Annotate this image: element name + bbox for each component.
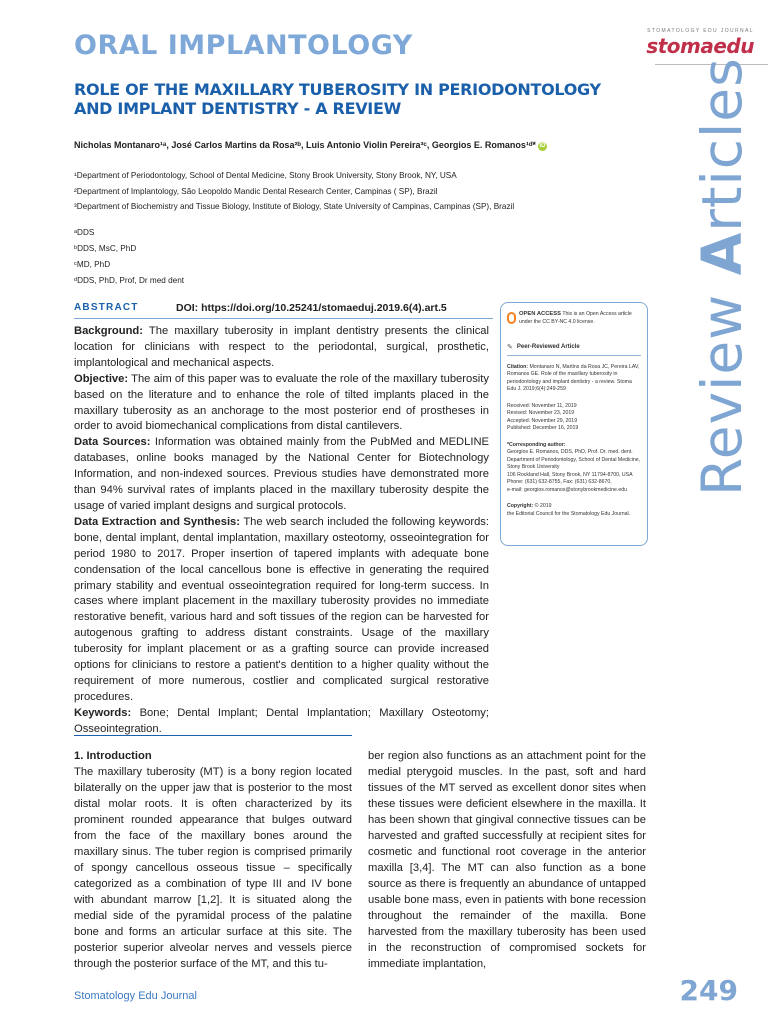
section-title: ORAL IMPLANTOLOGY [74, 30, 413, 61]
intro-divider [74, 735, 352, 736]
vertical-label-part1: Review [690, 275, 754, 496]
degree-item: ᵇDDS, MsC, PhD [74, 244, 137, 253]
open-access-text [519, 311, 641, 326]
corresponding-line: Phone: (631) 632-8755, Fax: (631) 632-8670, [507, 479, 612, 485]
citation-text: Montanaro N, Martins da Rosa JC, Pereira LAV, Romanos GE. Role of the maxillary tuberosity in periodontology and implant dentistry - a review. Stoma Edu J. 2019;6(4):249-259 [507, 363, 640, 392]
corresponding-email[interactable]: e-mail: georgios.romanos@stonybrookmedicine.edu [507, 486, 628, 493]
orcid-icon[interactable]: iD [539, 143, 546, 149]
open-access-icon [507, 312, 516, 324]
affiliation-item: ²Department of Implantology, São Leopoldo Mandic Dental Research Center, Campinas ( SP), Brazil [74, 186, 438, 196]
abstract-heading: Objective: [74, 372, 129, 385]
article-info-box [500, 302, 648, 546]
degree-item: ᶜMD, PhD [74, 260, 111, 269]
copyright-year: © 2019 [533, 503, 552, 509]
abstract-text: The aim of this paper was to evaluate the role of the maxillary tuberosity based on the literature and to enhance the role of tilted implants placed in the maxillary tuberosity as an anchorage to the most posterior end of prostheses in order to avoid biomechanical complications from distal cantilevers. [74, 372, 489, 433]
corresponding-line: 106 Rockland Hall, Stony Brook, NY 11794-8700, USA [507, 471, 633, 478]
abstract-heading: Background: [74, 325, 143, 337]
peer-reviewed-badge [507, 344, 641, 352]
body-column-left [74, 748, 352, 972]
authors-text: Nicholas Montanaro¹ᵃ, José Carlos Martins da Rosa²ᵇ, Luis Antonio Violin Pereira³ᶜ, Georgios E. Romanos¹ᵈ* [74, 140, 536, 150]
affiliation-item: ³Department of Biochemistry and Tissue Biology, Institute of Biology, State University of Campinas, Campinas (SP), Brazil [74, 202, 515, 211]
copyright-label: Copyright: [507, 503, 534, 509]
affiliations [74, 168, 594, 215]
intro-heading: 1. Introduction [74, 750, 152, 762]
corresponding-line: Stony Brook University [507, 464, 560, 470]
abstract-heading: Keywords: [74, 706, 132, 719]
open-access-desc: This is an Open Access article under the CC BY-NC 4.0 license. [519, 311, 632, 325]
brand-tagline: STOMATOLOGY EDU JOURNAL [647, 28, 754, 34]
body-paragraph: ber region also functions as an attachment point for the medial pterygoid muscles. In the past, soft and hard tissues of the MT served as excellent donor sites when these tissues were deficient elsewhere in the maxilla. It has been shown that gingival connective tissues can be harvested and grafted successfully at recipient sites for cosmetic and functional root coverage in the anterior maxilla [3,4]. The MT can also function as a bone source as there is frequently an abundance of untapped usable bone mass, even in patients with bone recession throughout the remainder of the maxilla. Bone harvested from the maxillary tuberosity has been used in the reconstruction of compromised sockets for immediate implantation, [368, 750, 646, 970]
abstract-heading: Data Sources: [74, 436, 151, 449]
body-paragraph: The maxillary tuberosity (MT) is a bony region located bilaterally on the upper jaw that is posterior to the most distal molar roots. It is often characterized by its prominent rounded appearance that bulges outward from the face of the maxillary bones around the maxillary sinus. The tuber region is comprised primarily of spongy cancellous osseous tissue – specifically categorized as a combination of type III and IV bone with abundant marrow [1,2]. It is situated along the medial side of the pyramidal process of the palatine bone and forms an articular surface at this site. The posterior superior alveolar nerves and vessels pierce through the posterior surface of the MT, and this tu- [74, 766, 352, 970]
author-degrees [74, 225, 184, 289]
date-item: Accepted: November 29, 2019 [507, 417, 578, 424]
degree-item: ᵈDDS, PhD, Prof, Dr med dent [74, 276, 185, 285]
date-item: Received: November 11, 2019 [507, 402, 577, 409]
peer-reviewed-label: Peer-Reviewed Article [516, 344, 580, 350]
copyright-holder: the Editorial Council for the Stomatology Edu Journal. [507, 510, 631, 517]
date-item: Revised: November 23, 2019 [507, 410, 575, 416]
date-item: Published: December 16, 2019 [507, 425, 579, 431]
brand-logo: stomaedu [646, 34, 754, 58]
copyright-notice [507, 503, 641, 518]
abstract-paragraph [74, 515, 489, 706]
abstract-text: Bone; Dental Implant; Dental Implantation; Maxillary Osteotomy; Osseointegration. [74, 706, 489, 735]
degree-item: ᵃDDS [74, 228, 95, 237]
peer-divider [507, 355, 641, 356]
doi-link[interactable]: DOI: https://doi.org/10.25241/stomaeduj.2019.6(4).art.5 [176, 302, 447, 314]
corresponding-line: Department of Periodontology, School of Dental Medicine, [507, 456, 641, 463]
abstract-text: Information was obtained mainly from the PubMed and MEDLINE databases, online books managed by the National Center for Biotechnology Information, and non-indexed sources. Previous studies have demonstrated more than 94% survival rates of implants placed in the maxillary tuberosity despite the usage of varied implant designs and surgical protocols. [74, 436, 489, 512]
affiliation-item: ¹Department of Periodontology, School of Dental Medicine, Stony Brook University, Stony Brook, NY, USA [74, 171, 457, 180]
vertical-label-part2: rticles [690, 57, 754, 232]
corresponding-author [507, 442, 641, 495]
article-title: ROLE OF THE MAXILLARY TUBEROSITY IN PERIODONTOLOGY AND IMPLANT DENTISTRY - A REVIEW [74, 80, 601, 118]
journal-brand [646, 28, 754, 58]
abstract-body [74, 324, 489, 738]
pen-icon: ✎ [507, 344, 513, 351]
vertical-label-bold: A [690, 231, 754, 276]
abstract-paragraph [74, 324, 489, 372]
abstract-divider [74, 318, 493, 319]
abstract-paragraph [74, 435, 489, 515]
body-column-right [368, 748, 646, 972]
page-number: 249 [679, 974, 738, 1007]
footer-journal-name: Stomatology Edu Journal [74, 990, 197, 1002]
citation [507, 364, 641, 394]
abstract-label: ABSTRACT [74, 302, 139, 313]
corresponding-line: Georgios E. Romanos, DDS, PhD, Prof. Dr. med. dent. [507, 449, 633, 455]
article-dates [507, 403, 641, 433]
abstract-heading: Data Extraction and Synthesis: [74, 515, 241, 528]
abstract-text: The web search included the following keywords: bone, dental implant, dental implantation, maxillary osteotomy, osseointegration for period 1980 to 2017. Proper insertion of tapered implants with adequate bone condensation of the local cancellous bone is effective in generating the required primary stability and eventual osseointegration required for long-term success. In cases where implant placement in the maxillary tuberosity provides no immediate restorative benefit, various hard and soft tissues of the region can be harvested for autogenous grafting to address distant constraints. Usage of the maxillary tuberosity for implant placement or as a grafting source can provide increased options for clinicians to restore a patient's dentition to a higher quality without the requirement of more numerous, costlier and complicated surgical restorative procedures. [74, 515, 490, 703]
open-access-label: OPEN ACCESS [519, 311, 561, 317]
abstract-text: The maxillary tuberosity in implant dentistry presents the clinical location for clinicians with respect to the periodontal, surgical, prosthetic, implantological and mechanical aspects. [74, 325, 489, 369]
author-list [74, 140, 594, 151]
abstract-paragraph [74, 706, 489, 738]
open-access-notice [507, 311, 641, 326]
corresponding-label: *Corresponding author: [507, 441, 566, 448]
citation-label: Citation: [507, 363, 529, 370]
vertical-section-label [690, 57, 754, 496]
abstract-paragraph [74, 372, 489, 436]
